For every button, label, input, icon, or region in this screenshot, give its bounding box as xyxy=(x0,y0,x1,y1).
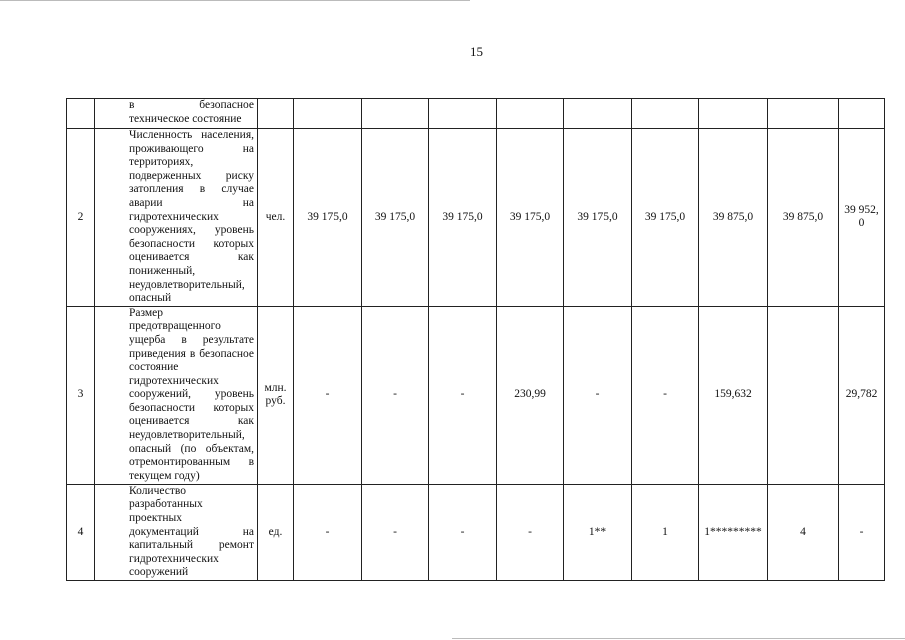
value-cell: 39 175,0 xyxy=(497,129,564,307)
value-cell xyxy=(632,99,699,129)
indicator-description: в безопасное техническое состояние xyxy=(95,99,258,129)
value-cell: 39 875,0 xyxy=(768,129,839,307)
value-cell xyxy=(768,306,839,484)
row-number: 2 xyxy=(67,129,95,307)
value-cell xyxy=(564,99,632,129)
unit-cell: чел. xyxy=(258,129,294,307)
value-cell xyxy=(497,99,564,129)
value-cell: 159,632 xyxy=(699,306,768,484)
table-row xyxy=(67,99,885,129)
value-cell: - xyxy=(429,484,497,580)
value-cell: 230,99 xyxy=(497,306,564,484)
value-cell xyxy=(699,99,768,129)
value-cell: - xyxy=(362,484,429,580)
table-row xyxy=(67,129,885,307)
value-cell xyxy=(429,99,497,129)
value-cell: 39 175,0 xyxy=(632,129,699,307)
unit-cell: ед. xyxy=(258,484,294,580)
value-cell: - xyxy=(497,484,564,580)
indicator-description: Размер предотвращенного ущерба в результате приведения в безопасное состояние гидротехнических сооружений, уровень безопасности которых оценивается как неудовлетворительный, опасный (по объектам, отремонтированным в текущем году) xyxy=(95,306,258,484)
value-cell: 1********* xyxy=(699,484,768,580)
scan-artifact-line xyxy=(452,638,905,639)
value-cell xyxy=(294,99,362,129)
value-cell xyxy=(839,99,885,129)
indicator-description: Численность населения, проживающего на территориях, подверженных риску затопления в случае аварии на гидротехнических сооружениях, уровень безопасности которых оценивается как пониженный, неудовлетворительный, опасный xyxy=(95,129,258,307)
value-cell: - xyxy=(294,484,362,580)
row-number xyxy=(67,99,95,129)
value-cell: - xyxy=(564,306,632,484)
value-cell: 39 175,0 xyxy=(294,129,362,307)
table-row xyxy=(67,484,885,580)
indicator-description: Количество разработанных проектных документаций на капитальный ремонт гидротехнических сооружений xyxy=(95,484,258,580)
unit-cell xyxy=(258,99,294,129)
value-cell: - xyxy=(294,306,362,484)
value-cell xyxy=(768,99,839,129)
value-cell: 4 xyxy=(768,484,839,580)
value-cell: 1 xyxy=(632,484,699,580)
value-cell xyxy=(362,99,429,129)
row-number: 4 xyxy=(67,484,95,580)
value-cell: 39 175,0 xyxy=(429,129,497,307)
value-cell: 39 875,0 xyxy=(699,129,768,307)
value-cell: 39 175,0 xyxy=(362,129,429,307)
page-number: 15 xyxy=(470,44,483,59)
table-row xyxy=(67,306,885,484)
value-cell: - xyxy=(839,484,885,580)
value-cell: 1** xyxy=(564,484,632,580)
value-cell: - xyxy=(362,306,429,484)
indicators-table xyxy=(66,98,885,581)
row-number: 3 xyxy=(67,306,95,484)
value-cell: 39 952,0 xyxy=(839,129,885,307)
value-cell: - xyxy=(632,306,699,484)
value-cell: - xyxy=(429,306,497,484)
unit-cell: млн. руб. xyxy=(258,306,294,484)
scan-artifact-line xyxy=(0,0,470,1)
value-cell: 39 175,0 xyxy=(564,129,632,307)
value-cell: 29,782 xyxy=(839,306,885,484)
